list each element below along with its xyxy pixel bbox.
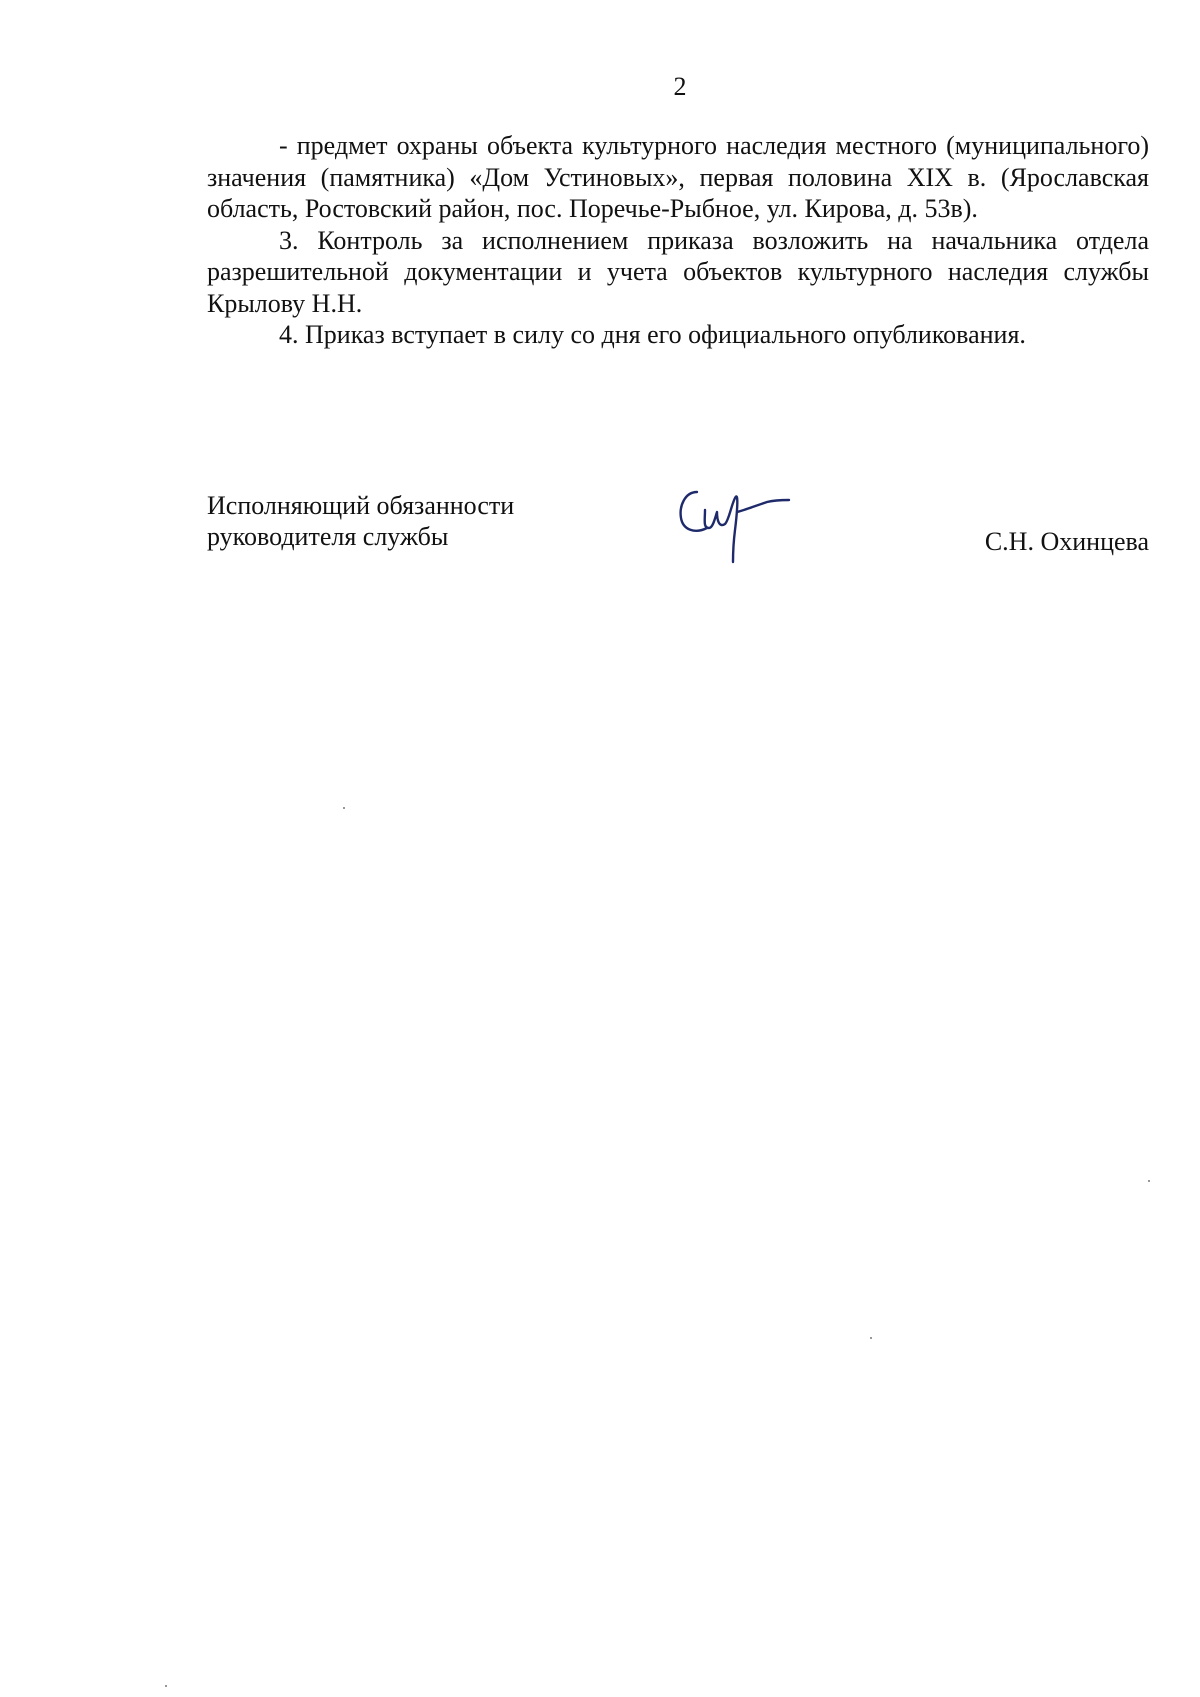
scan-speck — [870, 1337, 872, 1339]
paragraph-protection-subject: - предмет охраны объекта культурного наследия местного (муниципального) значения (памятника) «Дом Устиновых», первая половина XIX в. (Ярославская область, Ростовский район, пос. Поречье-Рыбное, ул. Кирова, д. 53в). — [207, 131, 1149, 223]
signer-position-line2: руководителя службы — [207, 522, 449, 551]
scan-speck — [343, 807, 345, 809]
signature-block — [207, 490, 1149, 570]
signer-position-line1: Исполняющий обязанности — [207, 491, 515, 520]
page-number: 2 — [673, 72, 687, 101]
paragraph-effective-date: 4. Приказ вступает в силу со дня его официального опубликования. — [279, 320, 1026, 349]
document-body — [207, 130, 1149, 351]
signer-name: С.Н. Охинцева — [984, 527, 1149, 556]
scan-speck — [165, 1685, 167, 1687]
scan-speck — [1148, 1180, 1150, 1182]
paragraph-control: 3. Контроль за исполнением приказа возложить на начальника отдела разрешительной документации и учета объектов культурного наследия службы Крылову Н.Н. — [207, 225, 1149, 318]
signer-position — [207, 490, 514, 552]
handwritten-signature-icon — [675, 484, 795, 564]
